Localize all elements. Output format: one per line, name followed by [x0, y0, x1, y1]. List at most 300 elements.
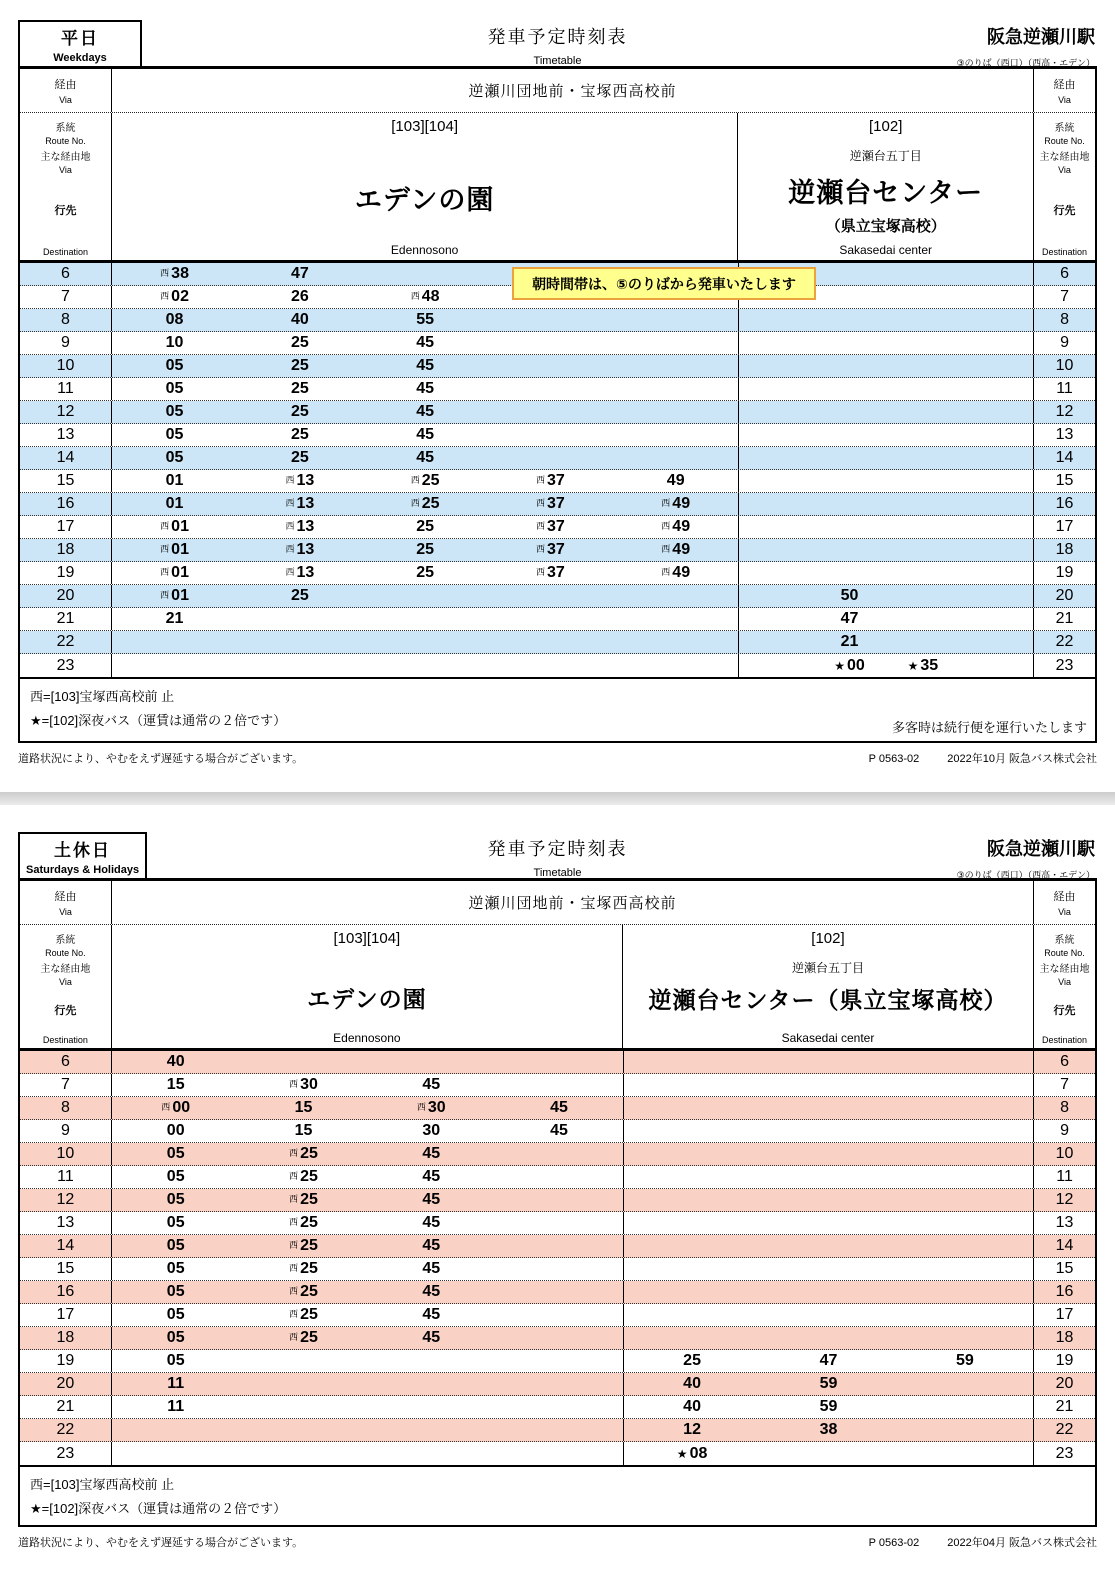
route-102-times [623, 1281, 1033, 1303]
nishi-marker: 西 [160, 567, 170, 577]
departure-time: 25 [290, 334, 309, 351]
route-103-104-times [112, 355, 738, 377]
route-102-times [623, 1396, 1033, 1418]
mainvia-label-jp: 主な経由地 [40, 964, 91, 975]
hour-label: 22 [1033, 631, 1095, 653]
route-103-104-times [112, 608, 738, 630]
dest-label-en: Destination [42, 247, 88, 257]
dest-label-en: Destination [1042, 1035, 1088, 1045]
timetable-row [20, 585, 1095, 608]
day-type-box [18, 832, 147, 880]
dest-label-en: Destination [1042, 247, 1088, 257]
mainvia-label-jp: 主な経由地 [40, 152, 91, 163]
nishi-marker: 西 [661, 521, 671, 531]
departure-time: 25 [290, 380, 309, 397]
hour-label: 6 [1033, 263, 1095, 285]
sheet-title [488, 23, 628, 67]
departure-time: 西 48 [410, 288, 440, 305]
hour-label: 9 [1033, 332, 1095, 354]
hour-label: 13 [1033, 424, 1095, 446]
hour-label: 23 [1033, 1442, 1095, 1465]
departure-time: 西 25 [410, 472, 440, 489]
departure-time: 西 37 [536, 518, 565, 535]
mainvia-label-en: Via [59, 165, 72, 175]
departure-time: 05 [166, 1145, 185, 1162]
hour-label: 6 [20, 263, 112, 285]
route-102-times [738, 309, 1033, 331]
route-102-times [623, 1304, 1033, 1326]
footnote-star: ★=[102]深夜バス（運賃は通常の２倍です） [30, 713, 287, 729]
via-label-right [1033, 69, 1095, 112]
nishi-marker: 西 [410, 475, 420, 485]
issue-date-publisher: 2022年10月 阪急バス株式会社 [947, 753, 1097, 765]
route-103-104-times [112, 1258, 623, 1280]
departure-time: 西 49 [661, 541, 691, 558]
timetable-row [20, 493, 1095, 516]
hour-label: 6 [1033, 1051, 1095, 1073]
nishi-marker: 西 [285, 521, 295, 531]
route-103-104-times [112, 401, 738, 423]
nishi-marker: 西 [661, 567, 671, 577]
departure-time: 25 [290, 357, 309, 374]
hour-label: 7 [1033, 286, 1095, 308]
footnote-nishi: 西=[103]宝塚西高校前 止 [30, 1477, 175, 1492]
hour-label: 19 [20, 1350, 112, 1372]
hour-label: 11 [1033, 378, 1095, 400]
departure-time: 15 [294, 1122, 313, 1139]
nishi-marker: 西 [289, 1079, 299, 1089]
route-103-104-times [112, 1327, 623, 1349]
departure-time: 25 [290, 426, 309, 443]
mainvia-label-en: Via [1058, 977, 1071, 987]
hour-label: 15 [20, 1258, 112, 1280]
document-number: P 0563-02 [868, 1537, 920, 1549]
hour-label: 14 [20, 1235, 112, 1257]
hour-label: 9 [20, 1120, 112, 1142]
departure-time: 西 25 [410, 495, 440, 512]
sheet-title-jp: 発車予定時刻表 [487, 27, 628, 47]
timetable-row [20, 1373, 1095, 1396]
nishi-marker: 西 [289, 1332, 299, 1342]
hour-label: 11 [20, 378, 112, 400]
route-header-labels-right [1033, 925, 1095, 1048]
route-102-times [738, 378, 1033, 400]
route-header-labels-left [20, 925, 112, 1048]
route-103-104-header [112, 113, 738, 260]
route-number: [103][104] [333, 930, 401, 947]
station-name: 阪急逆瀬川駅 [987, 27, 1095, 47]
nishi-marker: 西 [289, 1148, 299, 1158]
hour-label: 20 [20, 585, 112, 607]
platform-note: ③のりば（西口）（西高・エデン） [956, 58, 1095, 68]
hour-label: 16 [1033, 1281, 1095, 1303]
timetable-row [20, 1442, 1095, 1465]
delay-disclaimer: 道路状況により、やむをえず遅延する場合がございます。 [18, 1537, 304, 1549]
timetable-row [20, 1074, 1095, 1097]
timetable-row [20, 539, 1095, 562]
route-102-header [738, 113, 1033, 260]
hour-label: 12 [20, 401, 112, 423]
timetable-row [20, 1212, 1095, 1235]
hour-label: 8 [1033, 1097, 1095, 1119]
departure-time: 西 00 [161, 1099, 191, 1116]
timetable-row [20, 424, 1095, 447]
route-103-104-times [112, 562, 738, 584]
sheet-header [18, 832, 1097, 878]
route-102-times [623, 1189, 1033, 1211]
hour-label: 19 [20, 562, 112, 584]
hour-label: 10 [1033, 1143, 1095, 1165]
timetable-row [20, 654, 1095, 677]
route-103-104-times [112, 447, 738, 469]
route-102-times [738, 608, 1033, 630]
via-stops: 逆瀬川団地前・宝塚西高校前 [468, 83, 677, 100]
route-label-en: Route No. [1044, 948, 1085, 958]
departure-time: 西 25 [289, 1283, 318, 1300]
departure-time: 05 [165, 357, 184, 374]
hour-label: 18 [20, 1327, 112, 1349]
hour-label: 21 [1033, 1396, 1095, 1418]
nishi-marker: 西 [661, 498, 671, 508]
delay-disclaimer: 道路状況により、やむをえず遅延する場合がございます。 [18, 753, 304, 765]
departure-time: 11 [167, 1375, 185, 1392]
timetable-row [20, 1235, 1095, 1258]
issue-date-publisher: 2022年04月 阪急バス株式会社 [947, 1537, 1097, 1549]
departure-time: 西 02 [160, 288, 189, 305]
route-102-times [738, 401, 1033, 423]
destination-jp: 逆瀬台センター [788, 178, 984, 208]
departure-time: 08 [165, 311, 184, 328]
timetable-row [20, 1051, 1095, 1074]
departure-rows [20, 263, 1095, 677]
departure-time: 12 [683, 1421, 701, 1438]
departure-time: 25 [416, 564, 435, 581]
route-102-times [623, 1166, 1033, 1188]
station-title [957, 835, 1095, 881]
nishi-marker: 西 [289, 1240, 299, 1250]
departure-time: 西 13 [285, 518, 315, 535]
timetable-row [20, 401, 1095, 424]
route-103-104-times [112, 631, 738, 653]
route-102-times [623, 1097, 1033, 1119]
departure-time: 西 37 [536, 472, 565, 489]
route-103-104-times [112, 1373, 623, 1395]
departure-time: 15 [294, 1099, 313, 1116]
nishi-marker: 西 [536, 567, 546, 577]
departure-time: 45 [550, 1122, 568, 1139]
departure-time: 10 [165, 334, 184, 351]
destination-jp: エデンの園 [307, 986, 427, 1012]
route-103-104-times [112, 1212, 623, 1234]
hour-label: 16 [20, 493, 112, 515]
route-via: 逆瀬台五丁目 [791, 961, 864, 975]
via-label-en: Via [1058, 907, 1071, 917]
weekday-timetable-sheet [18, 20, 1097, 766]
departure-time: 西 25 [289, 1145, 318, 1162]
departure-time: 西 25 [289, 1306, 318, 1323]
nishi-marker: 西 [536, 498, 546, 508]
hour-label: 23 [20, 1442, 112, 1465]
departure-time: 05 [165, 449, 184, 466]
timetable-row [20, 378, 1095, 401]
departure-time: 25 [683, 1352, 701, 1369]
page-divider [0, 792, 1115, 805]
morning-platform-note: 朝時間帯は、⑤のりばから発車いたします [512, 267, 816, 300]
timetable-row [20, 1120, 1095, 1143]
footnote-nishi: 西=[103]宝塚西高校前 止 [30, 689, 175, 704]
route-102-header [623, 925, 1033, 1048]
nishi-marker: 西 [289, 1171, 299, 1181]
nishi-marker: 西 [289, 1286, 299, 1296]
timetable-row [20, 1304, 1095, 1327]
hour-label: 21 [20, 1396, 112, 1418]
departure-time: 47 [290, 265, 309, 282]
departure-time: 26 [290, 288, 309, 305]
route-label-jp: 系統 [1054, 935, 1075, 946]
departure-time: 西 25 [289, 1237, 318, 1254]
timetable-row [20, 1166, 1095, 1189]
departure-time: 00 [166, 1122, 185, 1139]
departure-time: 西 49 [661, 564, 691, 581]
nishi-marker: 西 [410, 291, 420, 301]
timetable-row [20, 1396, 1095, 1419]
hour-label: 17 [1033, 516, 1095, 538]
departure-time: 25 [416, 541, 435, 558]
route-102-times [623, 1120, 1033, 1142]
departure-time: 05 [166, 1237, 185, 1254]
via-label-en: Via [59, 95, 72, 105]
via-row [20, 69, 1095, 113]
hour-label: 7 [1033, 1074, 1095, 1096]
nishi-marker: 西 [285, 475, 295, 485]
via-label-right [1033, 881, 1095, 924]
route-103-104-times [112, 1419, 623, 1441]
hour-label: 8 [1033, 309, 1095, 331]
hour-label: 11 [20, 1166, 112, 1188]
departure-time: 西 01 [160, 564, 189, 581]
nishi-marker: 西 [289, 1194, 299, 1204]
day-type-jp: 平日 [61, 29, 99, 48]
route-103-104-times [112, 1396, 623, 1418]
hour-label: 18 [1033, 539, 1095, 561]
route-header-labels-left [20, 113, 112, 260]
departure-time: 西 25 [289, 1260, 318, 1277]
via-label-jp: 経由 [1053, 891, 1076, 903]
hour-label: 20 [20, 1373, 112, 1395]
route-103-104-times [112, 516, 738, 538]
departure-time: 西 37 [536, 564, 565, 581]
departure-time: 西 25 [289, 1329, 318, 1346]
departure-time: 西 13 [285, 472, 315, 489]
departure-time: 西 30 [416, 1099, 446, 1116]
departure-time: 西 01 [160, 587, 189, 604]
departure-time: ★ 00 [834, 656, 865, 674]
route-103-104-times [112, 378, 738, 400]
route-102-times [738, 332, 1033, 354]
route-label-en: Route No. [45, 136, 86, 146]
route-103-104-times [112, 1350, 623, 1372]
departure-time: 45 [422, 1306, 441, 1323]
route-label-jp: 系統 [1054, 123, 1075, 134]
hour-label: 22 [20, 1419, 112, 1441]
route-label-jp: 系統 [55, 123, 76, 134]
mainvia-label-en: Via [58, 977, 72, 987]
route-102-times [623, 1051, 1033, 1073]
route-102-times [623, 1442, 1033, 1465]
route-102-times [623, 1373, 1033, 1395]
route-label-jp: 系統 [55, 935, 76, 946]
departure-time: 05 [166, 1260, 185, 1277]
footnote-star: ★=[102]深夜バス（運賃は通常の２倍です） [30, 1501, 287, 1517]
route-102-times [623, 1419, 1033, 1441]
route-102-times [623, 1143, 1033, 1165]
hour-label: 7 [20, 286, 112, 308]
timetable-row [20, 631, 1095, 654]
route-103-104-times [112, 1304, 623, 1326]
day-type-en: Saturdays & Holidays [26, 864, 140, 876]
departure-time: 11 [167, 1398, 185, 1415]
route-102-times [738, 654, 1033, 677]
hour-label: 8 [20, 309, 112, 331]
nishi-marker: 西 [285, 567, 295, 577]
sheet-header [18, 20, 1097, 66]
nishi-marker: 西 [536, 521, 546, 531]
route-102-times [738, 470, 1033, 492]
dest-label-jp: 行先 [1053, 1005, 1076, 1017]
nishi-marker: 西 [161, 1102, 171, 1112]
departure-time: 45 [416, 334, 435, 351]
nishi-marker: 西 [160, 268, 170, 278]
hour-label: 14 [1033, 447, 1095, 469]
hour-label: 10 [20, 355, 112, 377]
route-102-times [738, 562, 1033, 584]
departure-time: 西 49 [661, 495, 691, 512]
timetable-row [20, 309, 1095, 332]
nishi-marker: 西 [160, 590, 170, 600]
departure-time: 西 01 [160, 541, 189, 558]
hour-label: 15 [1033, 470, 1095, 492]
nishi-marker: 西 [536, 475, 546, 485]
departure-time: 西 37 [536, 495, 565, 512]
footnotes [20, 1465, 1095, 1525]
via-label-left [20, 881, 112, 924]
timetable-row [20, 562, 1095, 585]
departure-time: 05 [165, 426, 184, 443]
hour-label: 13 [20, 1212, 112, 1234]
hour-label: 11 [1033, 1166, 1095, 1188]
nishi-marker: 西 [160, 291, 170, 301]
dest-label-jp: 行先 [54, 1005, 77, 1017]
departure-time: 47 [819, 1352, 838, 1369]
departure-time: 45 [422, 1145, 441, 1162]
departure-time: 西 38 [160, 265, 189, 282]
hour-label: 23 [1033, 654, 1095, 677]
route-number: [103][104] [391, 118, 458, 135]
route-102-times [738, 585, 1033, 607]
route-103-104-times [112, 1097, 623, 1119]
nishi-marker: 西 [160, 521, 170, 531]
nishi-marker: 西 [536, 544, 546, 554]
departure-time: ★ 35 [907, 656, 939, 674]
sheet-title-en: Timetable [533, 867, 582, 879]
timetable-row [20, 447, 1095, 470]
route-102-times [623, 1258, 1033, 1280]
dest-label-jp: 行先 [54, 205, 77, 217]
nishi-marker: 西 [285, 544, 295, 554]
departure-time: 05 [166, 1168, 185, 1185]
hour-label: 20 [1033, 1373, 1095, 1395]
departure-time: 01 [165, 472, 184, 489]
departure-time: 49 [666, 472, 685, 489]
route-103-104-times [112, 493, 738, 515]
departure-time: 05 [166, 1283, 185, 1300]
hour-label: 23 [20, 654, 112, 677]
departure-time: 05 [166, 1191, 185, 1208]
departure-time: 25 [290, 449, 309, 466]
timetable-row [20, 1143, 1095, 1166]
departure-time: 40 [290, 311, 309, 328]
destination-en: Edennosono [390, 243, 459, 257]
departure-time: 30 [422, 1122, 441, 1139]
route-103-104-times [112, 1143, 623, 1165]
departure-time: 45 [416, 449, 435, 466]
dest-label-en: Destination [42, 1035, 88, 1045]
departure-time: 45 [422, 1329, 441, 1346]
departure-time: 40 [166, 1053, 185, 1070]
destination-en: Edennosono [333, 1031, 401, 1045]
route-header [20, 925, 1095, 1051]
route-102-times [738, 539, 1033, 561]
hour-label: 13 [20, 424, 112, 446]
document-number: P 0563-02 [868, 753, 920, 765]
departure-time: 05 [166, 1306, 185, 1323]
sheet-footer [18, 750, 1097, 766]
departure-time: 西 13 [285, 495, 315, 512]
route-103-104-header [112, 925, 623, 1048]
mainvia-label-en: Via [1058, 165, 1071, 175]
departure-time: 21 [165, 610, 184, 627]
station-title [957, 23, 1095, 69]
departure-time: 25 [416, 518, 435, 535]
departure-time: 01 [165, 495, 184, 512]
hour-label: 7 [20, 1074, 112, 1096]
hour-label: 6 [20, 1051, 112, 1073]
route-102-times [623, 1350, 1033, 1372]
departure-time: 38 [819, 1421, 838, 1438]
destination-en: Sakasedai center [839, 243, 933, 257]
departure-time: 45 [416, 380, 435, 397]
nishi-marker: 西 [289, 1309, 299, 1319]
departure-time: 40 [683, 1375, 701, 1392]
departure-time: 西 25 [289, 1191, 318, 1208]
day-type-jp: 土休日 [54, 841, 112, 860]
departure-time: 25 [290, 403, 309, 420]
timetable-row [20, 1281, 1095, 1304]
departure-time: 45 [422, 1168, 441, 1185]
hour-label: 20 [1033, 585, 1095, 607]
hour-label: 17 [20, 1304, 112, 1326]
departure-time: 05 [166, 1214, 185, 1231]
timetable-row [20, 1327, 1095, 1350]
route-103-104-times [112, 1120, 623, 1142]
route-102-times [738, 355, 1033, 377]
departure-time: 45 [422, 1076, 441, 1093]
route-103-104-times [112, 654, 738, 677]
route-header [20, 113, 1095, 263]
route-via: 逆瀬台五丁目 [849, 149, 922, 163]
hour-label: 10 [1033, 355, 1095, 377]
hour-label: 16 [1033, 493, 1095, 515]
